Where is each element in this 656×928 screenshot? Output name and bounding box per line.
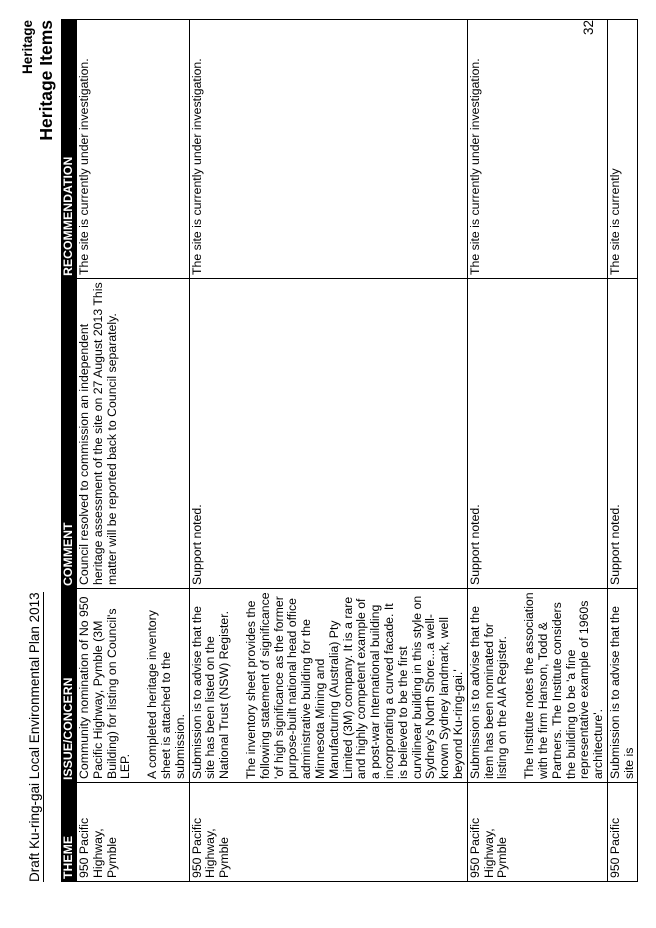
issue-paragraph: A completed heritage inventory sheet is attached to the submission. (145, 610, 187, 779)
table-row (467, 20, 607, 882)
theme-cell: 950 Pacific Highway, Pymble (189, 783, 467, 882)
issue-paragraph: Community nomination of No 950 Pacific Highway, Pymble (3M Building) for listing on Council's LEP. (77, 596, 133, 779)
table-header-row (62, 20, 77, 882)
issue-paragraph: Submission is to advise that the site is (607, 606, 636, 779)
issue-paragraph: Submission is to advise that the site has been listed on the National Trust (NSW) Register. (189, 606, 232, 779)
issue-cell (189, 589, 467, 783)
header-comment: COMMENT (62, 279, 77, 589)
recommendation-cell: The site is currently under investigation. (77, 20, 190, 279)
section-header (20, 20, 57, 141)
recommendation-cell: The site is currently under investigation. (467, 20, 607, 279)
table-row (189, 20, 467, 882)
issue-paragraph: Submission is to advise that the item has been nominated for listing on the AIA Register. (467, 606, 510, 779)
comment-cell: Council resolved to commission an independent heritage assessment of the site on 27 August 2013 This matter will be reported back to Council separately. (77, 279, 190, 589)
issue-cell (607, 589, 638, 783)
subsection-title: Heritage Items (36, 20, 56, 141)
header-issue: ISSUE/CONCERN (62, 589, 77, 783)
recommendation-cell: The site is currently (607, 20, 638, 279)
section-title: Heritage (20, 20, 35, 75)
recommendation-cell: The site is currently under investigation. (189, 20, 467, 279)
theme-cell: 950 Pacific Highway, Pymble (77, 783, 190, 882)
comment-cell: Support noted. (189, 279, 467, 589)
issue-cell (467, 589, 607, 783)
header-recommendation: RECOMMENDATION (62, 20, 77, 279)
table-row (77, 20, 190, 882)
page-number: 32 (581, 20, 596, 36)
heritage-items-table (61, 19, 638, 882)
comment-cell: Support noted. (467, 279, 607, 589)
issue-cell (77, 589, 190, 783)
theme-cell: 950 Pacific (607, 783, 638, 882)
comment-cell: Support noted. (607, 279, 638, 589)
header-theme: THEME (62, 783, 77, 882)
theme-cell: 950 Pacific Highway, Pymble (467, 783, 607, 882)
table-row (607, 20, 638, 882)
issue-paragraph: The Institute notes the association with the firm Hanson, Todd & Partners. The Institute considers the building to be 'a fine representative example of 1960s architecture'. (522, 592, 606, 779)
document-title: Draft Ku-ring-gai Local Environmental Plan 2013 (27, 592, 42, 882)
issue-paragraph: The inventory sheet provides the following statement of significance 'of high significance as the former purpose-built national head office administrative building for the Minnesota Mining and Manufacturing (Australia) Pty Limited (3M) company. It is a rare and highly competent example of a post-war International building incorporating a curved facade. It is believed to be the first curvilinear building in this style on Sydney's North Shore...a well-known Sydney landmark, well beyond Ku-ring-gai.' (243, 592, 465, 779)
